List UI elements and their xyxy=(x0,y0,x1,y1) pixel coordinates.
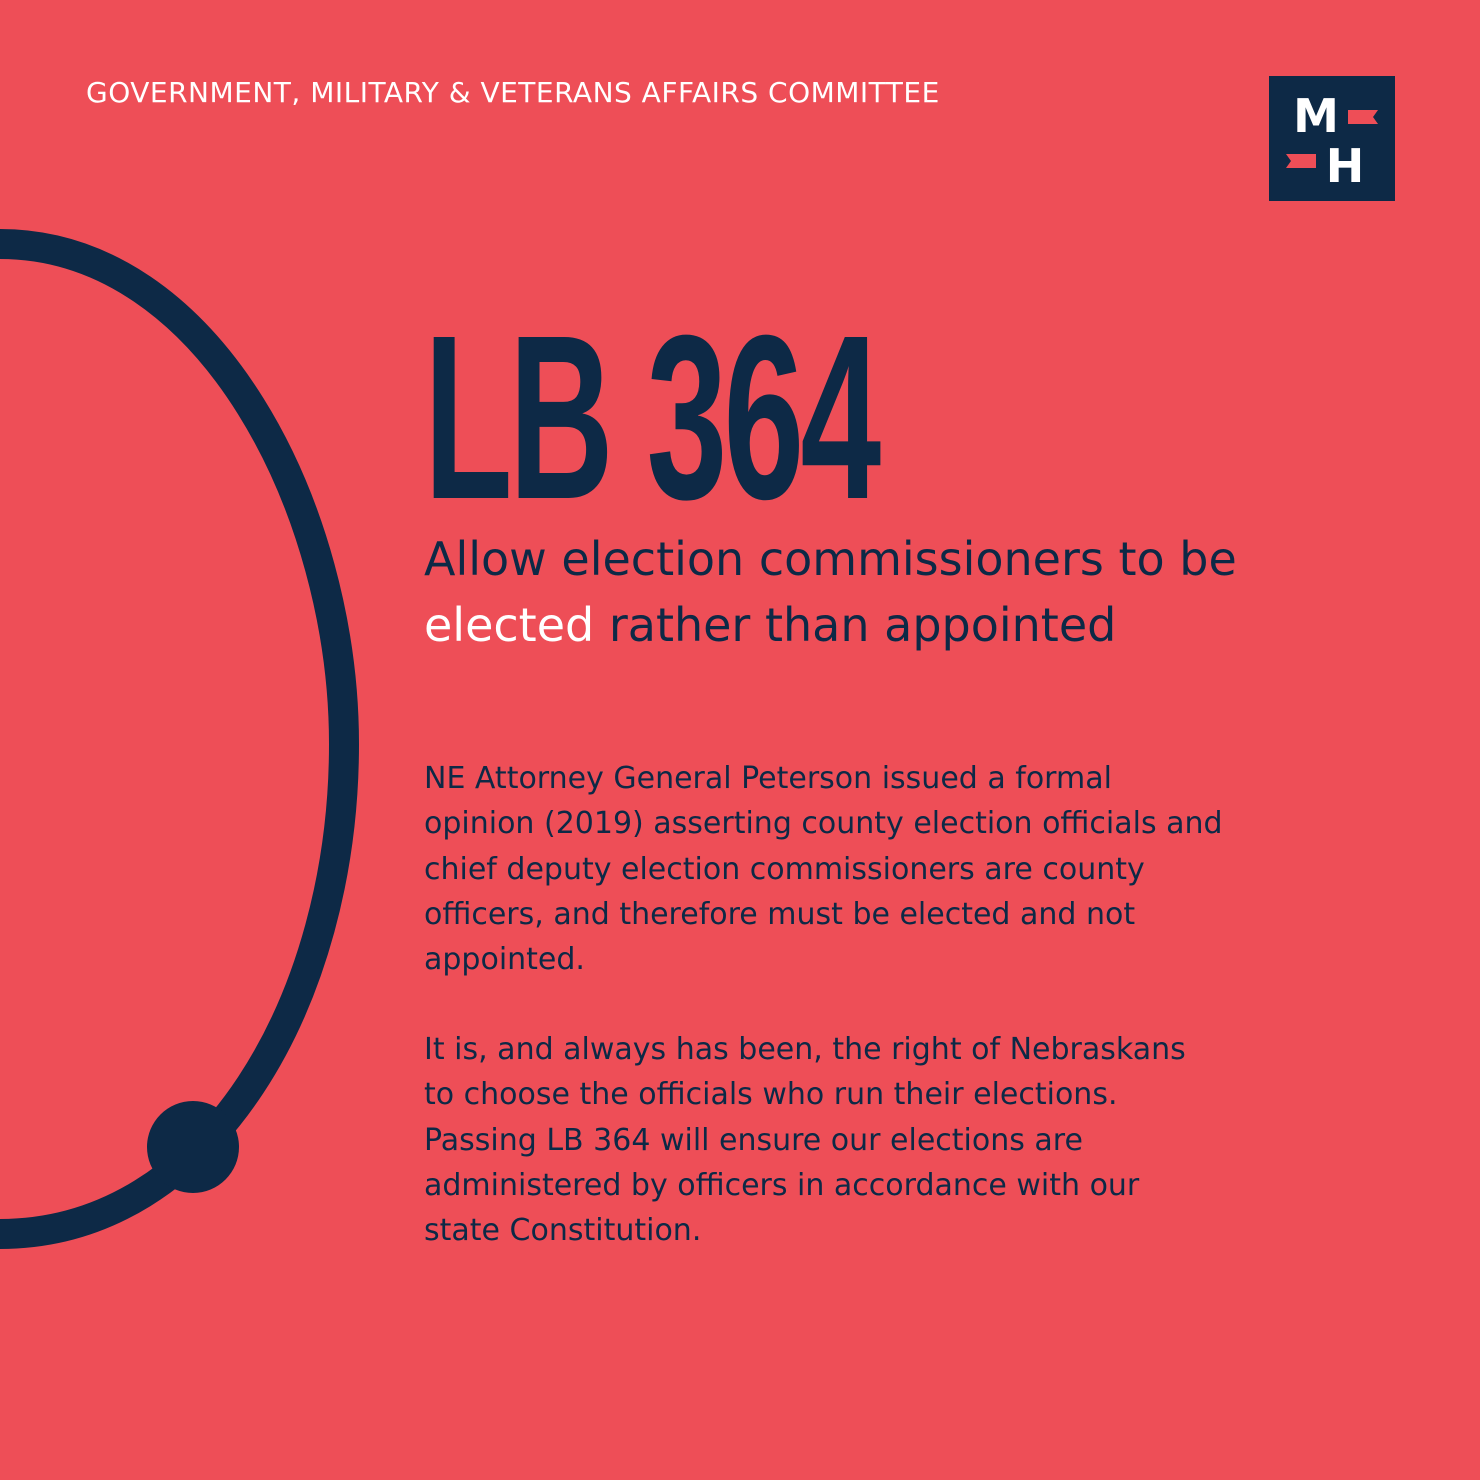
subtitle-part-2: rather than appointed xyxy=(608,598,1117,652)
committee-name: GOVERNMENT, MILITARY & VETERANS AFFAIRS COMMITTEE xyxy=(86,76,940,109)
logo-letter-h: H xyxy=(1325,139,1365,193)
arc-line xyxy=(0,244,344,1234)
arc-dot xyxy=(147,1101,239,1193)
body-paragraph-2: It is, and always has been, the right of Nebraskans to choose the officials who run their elections. Passing LB 364 will ensure our elections are administered by officers in accordance with our state Constitution. xyxy=(424,1032,1186,1249)
body-paragraph-1: NE Attorney General Peterson issued a formal opinion (2019) asserting county election officials and chief deputy election commissioners are county officers, and therefore must be elected and not appointed. xyxy=(424,761,1223,978)
subtitle-part-1: Allow election commissioners to be xyxy=(424,532,1237,586)
decorative-arc xyxy=(0,0,400,1300)
bill-number: LB 364 xyxy=(424,286,878,548)
subtitle-highlight: elected xyxy=(424,598,595,652)
mh-logo xyxy=(1269,76,1395,201)
logo-letter-m: M xyxy=(1293,89,1339,143)
bill-subtitle xyxy=(424,526,1384,658)
